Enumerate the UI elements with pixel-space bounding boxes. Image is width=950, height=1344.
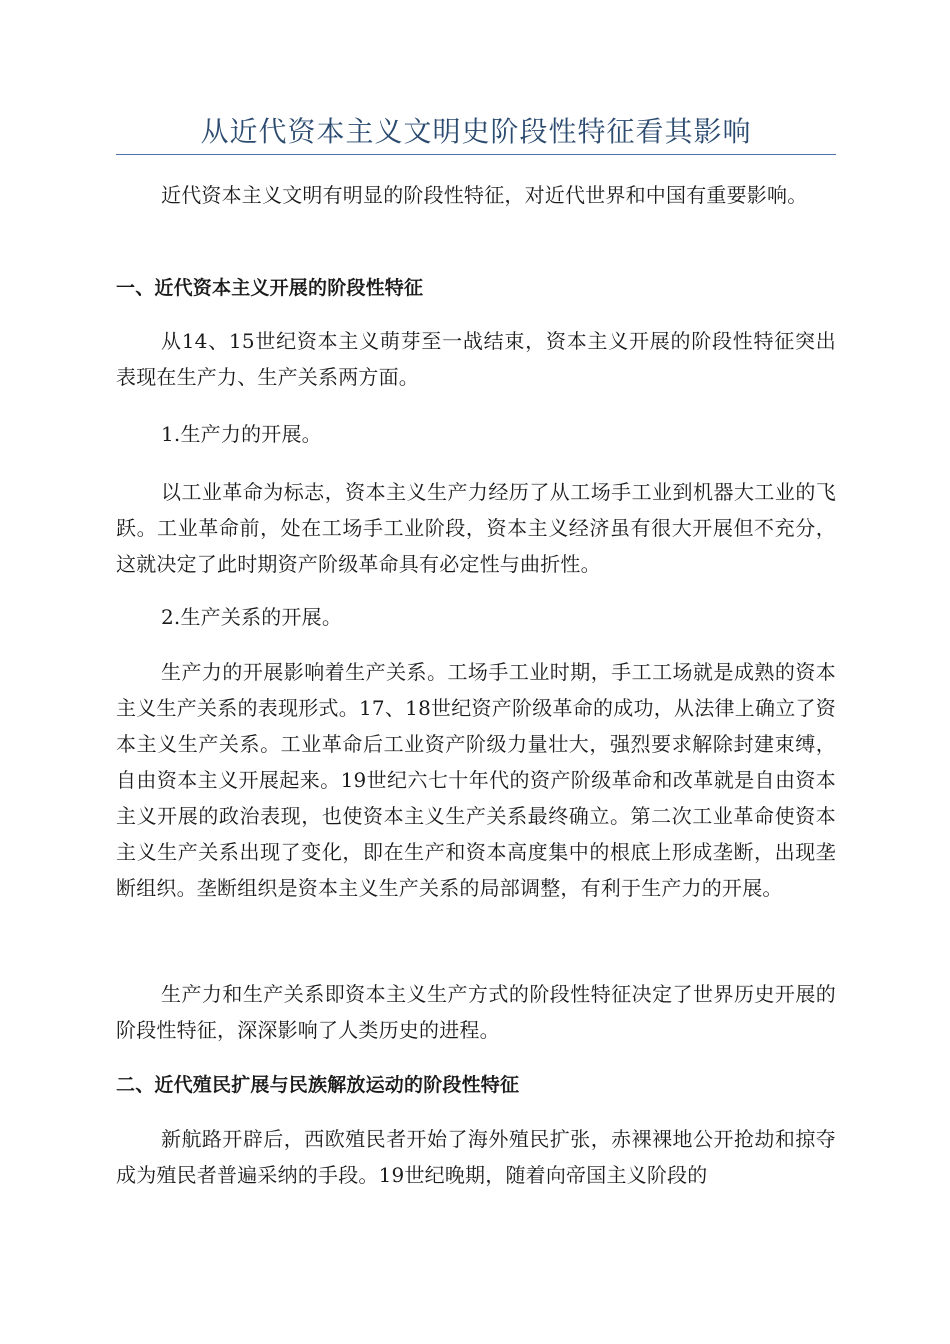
- title-underline: [116, 154, 836, 155]
- section-1-item-1: 1.生产力的开展。: [161, 422, 322, 446]
- section-1-item-2: 2.生产关系的开展。: [161, 605, 343, 629]
- document-title: 从近代资本主义文明史阶段性特征看其影响: [200, 115, 752, 148]
- section-1-paragraph-4: 生产力和生产关系即资本主义生产方式的阶段性特征决定了世界历史开展的阶段性特征，深深影响了人类历史的进程。: [116, 982, 836, 1042]
- section-2-heading: 二、近代殖民扩展与民族解放运动的阶段性特征: [116, 1074, 520, 1096]
- section-1-paragraph-3: 生产力的开展影响着生产关系。工场手工业时期，手工工场就是成熟的资本主义生产关系的表现形式。17、18世纪资产阶级革命的成功，从法律上确立了资本主义生产关系。工业革命后工业资产阶级力量壮大，强烈要求解除封建束缚，自由资本主义开展起来。19世纪六七十年代的资产阶级革命和改革就是自由资本主义开展的政治表现，也使资本主义生产关系最终确立。第二次工业革命使资本主义生产关系出现了变化，即在生产和资本高度集中的根底上形成垄断，出现垄断组织。垄断组织是资本主义生产关系的局部调整，有利于生产力的开展。: [116, 660, 836, 900]
- section-1-heading: 一、近代资本主义开展的阶段性特征: [116, 277, 424, 299]
- section-2-paragraph-1: 新航路开辟后，西欧殖民者开始了海外殖民扩张，赤裸裸地公开抢劫和掠夺成为殖民者普遍采纳的手段。19世纪晚期，随着向帝国主义阶段的: [116, 1127, 836, 1187]
- section-1-paragraph-2: 以工业革命为标志，资本主义生产力经历了从工场手工业到机器大工业的飞跃。工业革命前，处在工场手工业阶段，资本主义经济虽有很大开展但不充分，这就决定了此时期资产阶级革命具有必定性与曲折性。: [116, 480, 836, 576]
- intro-paragraph: 近代资本主义文明有明显的阶段性特征，对近代世界和中国有重要影响。: [161, 183, 808, 207]
- section-1-paragraph-1: 从14、15世纪资本主义萌芽至一战结束，资本主义开展的阶段性特征突出表现在生产力、生产关系两方面。: [116, 329, 836, 389]
